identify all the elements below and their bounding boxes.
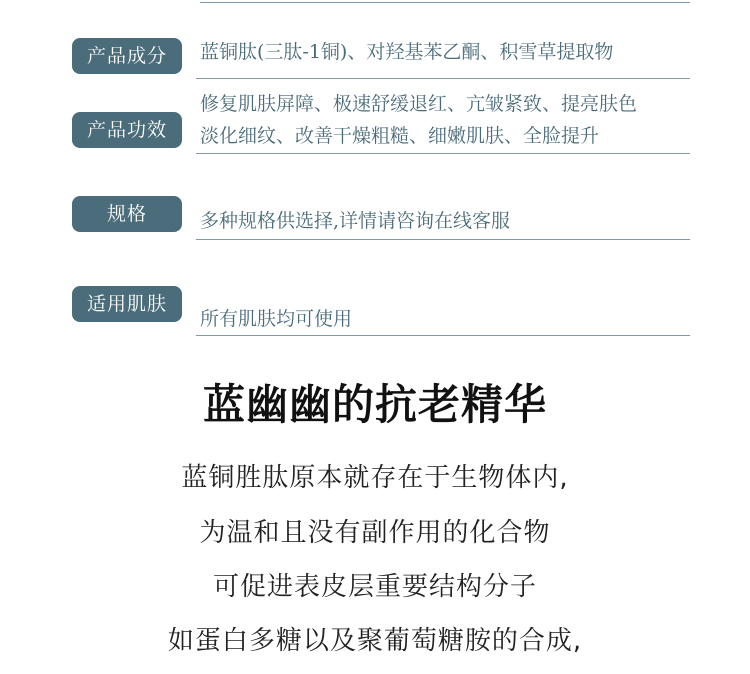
divider-specification [196, 239, 690, 240]
value-effects-line2: 淡化细纹、改善干燥粗糙、细嫩肌肤、全脸提升 [200, 125, 600, 147]
divider-skin-type [196, 335, 690, 336]
headline: 蓝幽幽的抗老精华 [202, 380, 547, 429]
divider-ingredients [196, 78, 690, 79]
label-specification: 规格 [72, 196, 182, 232]
body-line-2: 为温和且没有副作用的化合物 [199, 518, 551, 548]
divider-effects [196, 153, 690, 154]
label-effects: 产品功效 [72, 112, 182, 148]
value-skin-type: 所有肌肤均可使用 [200, 308, 353, 330]
value-ingredients: 蓝铜肽(三肽-1铜)、对羟基苯乙酮、积雪草提取物 [200, 41, 614, 63]
label-ingredients: 产品成分 [72, 38, 182, 74]
value-effects-line1: 修复肌肤屏障、极速舒缓退红、亢皱紧致、提亮肤色 [200, 93, 638, 115]
label-skin-type: 适用肌肤 [72, 286, 182, 322]
body-line-3: 可促进表皮层重要结构分子 [212, 572, 537, 602]
body-line-1: 蓝铜胜肽原本就存在于生物体内, [181, 463, 569, 493]
body-line-4: 如蛋白多糖以及聚葡萄糖胺的合成, [167, 626, 583, 656]
value-specification: 多种规格供选择,详情请咨询在线客服 [200, 210, 511, 232]
top-divider [200, 2, 690, 3]
